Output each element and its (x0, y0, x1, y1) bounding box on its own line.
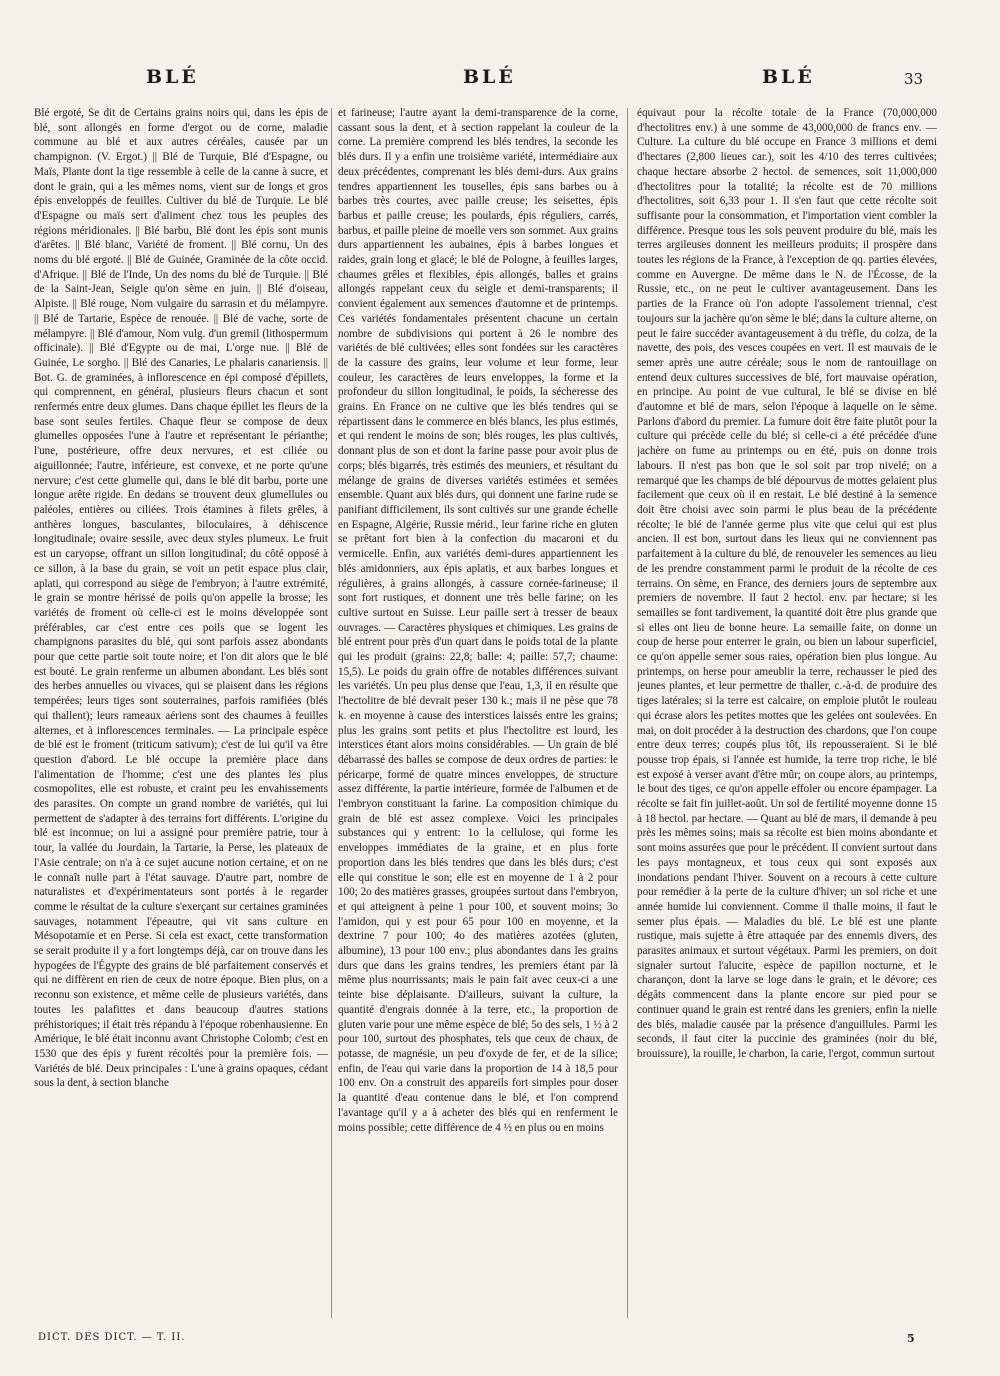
footer-sheet-number: 5 (907, 1332, 915, 1345)
column-divider-1 (331, 108, 332, 1318)
text-column-2 (338, 106, 618, 1320)
running-header (0, 66, 1000, 96)
header-right-word: BLÉ (762, 66, 815, 88)
page-footer (0, 1332, 1000, 1352)
column-2-text: et farineuse; l'autre ayant la demi-transparence de la corne, cassant sous la dent, et à section rappelant la couleur de la corne. La première comprend les blés tendres, la seconde les blés durs. Il y a enfin une troisième variété, intermédiaire aux deux précédentes, comprenant les blés demi-durs. Aux grains tendres appartiennent les touselles, épis sans barbes ou à barbes très courtes, avec paille creuse; les seisettes, épis barbus et paille creuse; les poulards, épis réguliers, carrés, barbus, et paille pleine de moelle vers son sommet. Aux grains durs appartiennent les aubaines, épis à barbes longues et raides, grain long et glacé; le blé de Pologne, à feuilles larges, chaumes grêles et flexibles, épis allongés, balles et grains allongés rappelant ceux du seigle et demi-transparents; il convient également aux semences d'automne et de printemps. Ces variétés fondamentales présentent chacune un certain nombre de subdivisions qui portent à 26 le nombre des variétés de blé cultivées; elles sont fondées sur les caractères de la cassure des grains, leur volume et leur forme, leur couleur, les caractères de leurs enveloppes, la forme et la profondeur du sillon longitudinal, le poids, la sécheresse des grains. En France on ne cultive que les blés tendres qui se répartissent dans le commerce en blés blancs, les plus estimés, et qui rendent le moins de son; blés rouges, les plus cultivés, donnant plus de son et dont la farine passe pour avoir plus de corps; blés bigarrés, très estimés des meuniers, et résultant du mélange de grains de diverses variétés estimées et semées ensemble. Quant aux blés durs, qui donnent une farine rude se panifiant difficilement, ils sont cultivés sur une grande échelle en Espagne, Algérie, Russie mérid., leur farine riche en gluten se prêtant fort bien à la confection du macaroni et du vermicelle. Enfin, aux variétés demi-dures appartiennent les blés amidonniers, aux épis aplatis, et aux barbes longues et régulières, à grains allongés, à cassure cornée-farineuse; il sont fort rustiques, et donnent une très belle farine; on les cultive surtout en Suisse. Leur paille sert à tresser de beaux ouvrages. — Caractères physiques et chimiques. Les grains de blé entrent pour près d'un quart dans le poids total de la plante qui les produit (grains: 22,8; balle: 4; paille: 57,7; chaume: 15,5). Le poids du grain offre de notables différences suivant les variétés. Un peu plus dense que l'eau, 1,3, il en résulte que l'hectolitre de blé devrait peser 130 k.; mais il ne pèse que 78 k. en moyenne à cause des interstices laissés entre les grains; plus les grains sont petits et plus l'hectolitre est lourd, les interstices étant alors moins considérables. — Un grain de blé débarrassé des balles se compose de deux ordres de parties: le péricarpe, formé de quatre minces enveloppes, de structure assez différente, la partie intérieure, formée de l'albumen et de l'embryon constituant la farine. La composition chimique du grain de blé est assez complexe. Voici les principales substances qui y entrent: 1o la cellulose, qui forme les enveloppes immédiates de la graine, et en plus forte proportion dans les blés tendres que dans les blés durs; c'est elle qui constitue le son; elle est en moyenne de 1 à 2 pour 100; 2o des matières grasses, groupées surtout dans l'embryon, et qui atteignent à peine 1 pour 100, et souvent moins; 3o l'amidon, qui y est pour 65 pour 100 en moyenne, et la dextrine 7 pour 100; 4o des matières azotées (gluten, albumine), 13 pour 100 env.; plus abondantes dans les grains durs que dans les grains tendres, les premiers étant par là même plus nourrissants; mais le pain fait avec ceux-ci a une teinte bise déplaisante. D'ailleurs, suivant la culture, la quantité d'engrais donnée à la terre, etc., la proportion de gluten varie pour une même espèce de blé; 5o des sels, 1 ½ à 2 pour 100, surtout des phosphates, tels que ceux de chaux, de potasse, de magnésie, un peu d'oxyde de fer, et de la silice; enfin, de l'eau qui varie dans la proportion de 14 à 18,5 pour 100 env. On a construit des appareils fort simples pour doser la quantité d'eau contenue dans le blé, et l'on comprend l'avantage qu'il y a à acheter des blés qui en renferment le moins possible; cette différence de 4 ½ en plus ou en moins (338, 107, 618, 1134)
page-number: 33 (904, 70, 924, 88)
footer-signature: DICT. DES DICT. — T. II. (38, 1332, 186, 1343)
column-divider-2 (627, 108, 628, 1318)
column-3-text: équivaut pour la récolte totale de la France (70,000,000 d'hectolitres env.) à une somme de 43,000,000 de francs env. — Culture. La culture du blé occupe en France 3 millions et demi d'hectares (2,800 lieues car.), soit les 4/10 des terres cultivées; chaque hectare absorbe 2 hectol. de semences, soit 11,000,000 d'hectolitres pour la totalité; la récolte est de 70 millions d'hectolitres, soit 6,33 pour 1. Il s'en faut que cette récolte soit suffisante pour la consommation, et l'importation vient combler la différence. Presque tous les sols peuvent produire du blé, mais les terres argileuses donnent les meilleurs produits; il prospère dans toutes les régions de la France, à l'exception de qq. parties élevées, comme en Auvergne. De même dans le N. de l'Écosse, de la Russie, etc., on ne peut le cultiver avantageusement. Dans les parties de la France où l'on adopte l'assolement triennal, c'est toujours sur la jachère qu'on sème le blé; dans la culture alterne, on peut le faire succéder avantageusement à du trèfle, du colza, de la navette, des pois, des vesces coupées en vert. Il est mauvais de le semer après une autre céréale; sous le nom de rantouillage on entend deux cultures successives de blé, fort mauvaise opération, en principe. Au point de vue cultural, le blé se divise en blé d'automne et blé de mars, selon l'époque à laquelle on le sème. Parlons d'abord du premier. La fumure doit être faite plutôt pour la culture qui précède celle du blé; si celle-ci a été précédée d'une jachère on fume au printemps ou en été, puis on donne trois labours. Il n'est pas bon que le sol soit par trop nivelé; on a remarqué que les champs de blé dépourvus de mottes gelaient plus facilement que ceux où il en restait. Le blé destiné à la semence doit être choisi avec soin parmi le plus beau de la précédente récolte; le blé de l'année germe plus vite que celui qui est plus ancien. Il est bon, surtout dans les lieux qui ne conviennent pas parfaitement à la culture du blé, de renouveler les semences au lieu de les prendre constamment parmi le produit de la récolte de ces terrains. On sème, en France, des derniers jours de septembre aux premiers de novembre. Il faut 2 hectol. env. par hectare; si les semailles se font tardivement, la quantité doit être plus grande que si elles ont lieu de bonne heure. La semaille faite, on donne un coup de herse pour enterrer le grain, ou bien un labour superficiel, ce qu'on appelle semer sous raies, opération bien plus longue. Au printemps, on herse pour ameublir la terre, rechausser le pied des jeunes plantes, et leur permettre de thaller, c.-à-d. de produire des tiges latérales; si la terre est calcaire, on emploie plutôt le rouleau qui écrase alors les petites mottes que les gelées ont soulevées. En mai, on doit procéder à la destruction des chardons, que l'on coupe entre deux terres; coupés plus tôt, ils repousseraient. Si le blé pousse trop épais, si l'année est humide, la terre trop riche, le blé est exposé à verser avant d'être mûr; on coupe alors, au printemps, le bout des tiges, ce qu'on appelle effoler ou encore épampager. La récolte se fait fin juillet-août. Un sol de fertilité moyenne donne 15 à 18 hectol. par hectare. — Quant au blé de mars, il demande à peu près les mêmes soins; mais sa récolte est bien moins abondante et sont moins assurées que pour le précédent. Il convient surtout dans les pays montagneux, et tous ceux qui sont exposés aux inondations pendant l'hiver. Souvent on a recours à cette culture pour remédier à la perte de la culture d'hiver; un sol riche et une année humide lui conviennent. Comme il thalle moins, il faut le semer plus épais. — Maladies du blé. Le blé est une plante rustique, mais sujette à être attaquée par des ennemis divers, des parasites animaux et surtout végétaux. Parmi les premiers, on doit signaler surtout l'alucite, espèce de papillon nocturne, et le charançon, dont la larve se loge dans le grain, et le dévore; ces dégâts commencent dans la plante encore sur pied pour se continuer quand le grain est rentré dans les greniers, enfin la nielle des blés, maladie causée par la présence d'anguillules. Parmi les seconds, il faut citer la puccinie des graminées (noir du blé, brouissure), la rouille, le charbon, la carie, l'ergot, commun surtout (637, 107, 937, 1060)
header-left-word: BLÉ (146, 66, 199, 88)
text-column-3 (637, 106, 937, 1320)
header-center-word: BLÉ (463, 66, 516, 88)
text-column-1 (34, 106, 328, 1320)
column-1-text: Blé ergoté, Se dit de Certains grains noirs qui, dans les épis de blé, sont allongés en forme d'ergot ou de corne, maladie commune au blé et aux autres céréales, causée par un champignon. (V. Ergot.) || Blé de Turquie, Blé d'Espagne, ou Maïs, Plante dont la tige ressemble à celle de la canne à sucre, et dont le grain, qui a les mêmes noms, vient sur de longs et gros épis enveloppés de feuilles. Cultiver du blé de Turquie. Le blé d'Espagne ou maïs sert d'aliment chez tous les peuples des régions méridionales. || Blé barbu, Blé dont les épis sont munis d'arêtes. || Blé blanc, Variété de froment. || Blé cornu, Un des noms du blé ergoté. || Blé de Guinée, Graminée de la côte occid. d'Afrique. || Blé de l'Inde, Un des noms du blé de Turquie. || Blé de la Saint-Jean, Seigle qu'on sème en juin. || Blé d'oiseau, Alpiste. || Blé rouge, Nom vulgaire du sarrasin et du mélampyre. || Blé de Tartarie, Espèce de renouée. || Blé de vache, sorte de mélampyre. || Blé d'amour, Nom vulg. d'un gremil (lithospermum officinale). || Blé d'Egypte ou de mai, L'orge nue. || Blé de Guinée, Le sorgho. || Blé des Canaries, Le phalaris canariensis. || Bot. G. de graminées, à inflorescence en épi composé d'épillets, qui comprennent, en général, plusieurs fleurs chacun et sont renfermés entre deux glumes. Dans chaque épillet les fleurs de la base sont seules fertiles. Chaque fleur se compose de deux glumelles opposées l'une à l'autre et représentant le périanthe; l'une, postérieure, offre deux nervures, et est ciliée ou aiguillonnée; l'autre, inférieure, est convexe, et ne porte qu'une nervure; c'est cette glumelle qui, dans le blé dit barbu, porte une longue arête rigide. En dedans se trouvent deux glumellules ou paléoles, entières ou ciliées. Trois étamines à filets grêles, à anthères longues, basculantes, biloculaires, à déhiscence longitudinale; ovaire sessile, avec deux styles plumeux. Le fruit est un caryopse, offrant un sillon longitudinal; du côté opposé à ce sillon, à la base du grain, se voit un petit espace plus clair, aplati, qui correspond au siège de l'embryon; à l'autre extrémité, le grain se montre hérissé de poils qu'on appelle la brosse; les variétés de froment où celle-ci est le moins développée sont préférables, car c'est entre ces poils que se logent les champignons parasites du blé, qui sont parfois assez abondants pour que cette partie soit toute noire; et l'on dit alors que le blé est bouté. Le grain renferme un albumen abondant. Les blés sont des herbes annuelles ou vivaces, qui se plaisent dans les régions tempérées; leurs tiges sont souterraines, parfois ramifiées (blés qui thallent); leurs rameaux aériens sont des chaumes à feuilles alternes, et à inflorescences terminales. — La principale espèce de blé est le froment (triticum sativum); c'est de lui qu'il va être question d'abord. Le blé occupe la première place dans l'alimentation de l'homme; c'est une des plantes les plus cosmopolites, elle est robuste, et craint peu les envahissements des parasites. On compte un grand nombre de variétés, qui lui permettent de s'adapter à des terrains fort différents. L'origine du blé est inconnue; on lui a assigné pour première patrie, tour à tour, la vallée du Jourdain, la Tartarie, la Perse, les plateaux de l'Asie centrale; on n'a à ce sujet aucune notion certaine, et on ne le connaît nulle part à l'état sauvage. D'autre part, nombre de naturalistes et d'expérimentateurs sont portés à le regarder comme le résultat de la culture s'exerçant sur certaines graminées sauvages, notamment l'épeautre, qui vit sans culture en Mésopotamie et en Perse. Si cela est exact, cette transformation se serait produite il y a fort longtemps déjà, car on trouve dans les hypogées de l'Égypte des grains de blé parfaitement conservés et qui ne diffèrent en rien de ceux de notre époque. Bien plus, on a reconnu son existence, et même celle de plusieurs variétés, dans toutes les palafittes et dans beaucoup d'autres stations préhistoriques; il était très répandu à l'époque robenhausienne. En Amérique, le blé était inconnu avant Christophe Colomb; c'est en 1530 que des épis y furent récoltés pour la première fois. — Variétés de blé. Deux principales : L'une à grains opaques, cédant sous la dent, à section blanche (34, 107, 328, 1090)
